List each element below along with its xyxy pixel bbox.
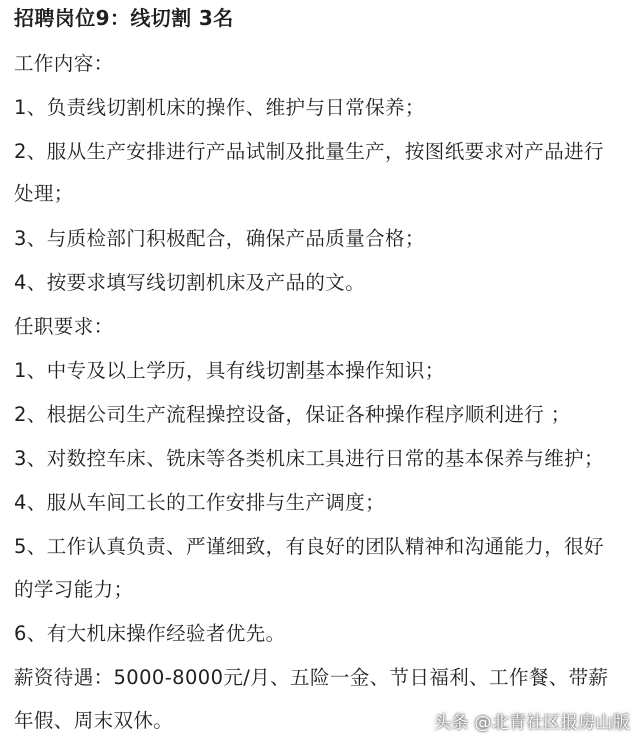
requirement-item: 5、工作认真负责、严谨细致，有良好的团队精神和沟通能力，很好 (14, 535, 604, 558)
requirement-item: 2、根据公司生产流程操控设备，保证各种操作程序顺利进行 ； (14, 403, 571, 426)
salary-line: 薪资待遇：5000-8000元/月、五险一金、节日福利、工作餐、带薪 (14, 666, 609, 689)
requirement-item: 1、中专及以上学历，具有线切割基本操作知识； (14, 359, 445, 382)
requirements-heading: 任职要求： (14, 315, 114, 338)
duty-item: 3、与质检部门积极配合，确保产品质量合格； (14, 227, 425, 250)
requirement-item: 3、对数控车床、铣床等各类机床工具进行日常的基本保养与维护； (14, 447, 604, 470)
duty-item: 4、按要求填写线切割机床及产品的文。 (14, 271, 366, 294)
requirement-item: 4、服从车间工长的工作安排与生产调度； (14, 491, 386, 514)
duties-heading: 工作内容： (14, 52, 114, 75)
posting-title: 招聘岗位9：线切割 3名 (14, 6, 234, 30)
requirement-item: 6、有大机床操作经验者优先。 (14, 622, 286, 645)
duty-item-continuation: 处理； (14, 182, 74, 205)
requirement-item-continuation: 的学习能力； (14, 578, 134, 601)
duty-item: 2、服从生产安排进行产品试制及批量生产，按图纸要求对产品进行 (14, 140, 604, 163)
salary-line-continuation: 年假、周末双休。 (14, 709, 174, 732)
duty-item: 1、负责线切割机床的操作、维护与日常保养； (14, 96, 425, 119)
source-watermark: 头条 @北青社区报房山版 (433, 713, 630, 733)
